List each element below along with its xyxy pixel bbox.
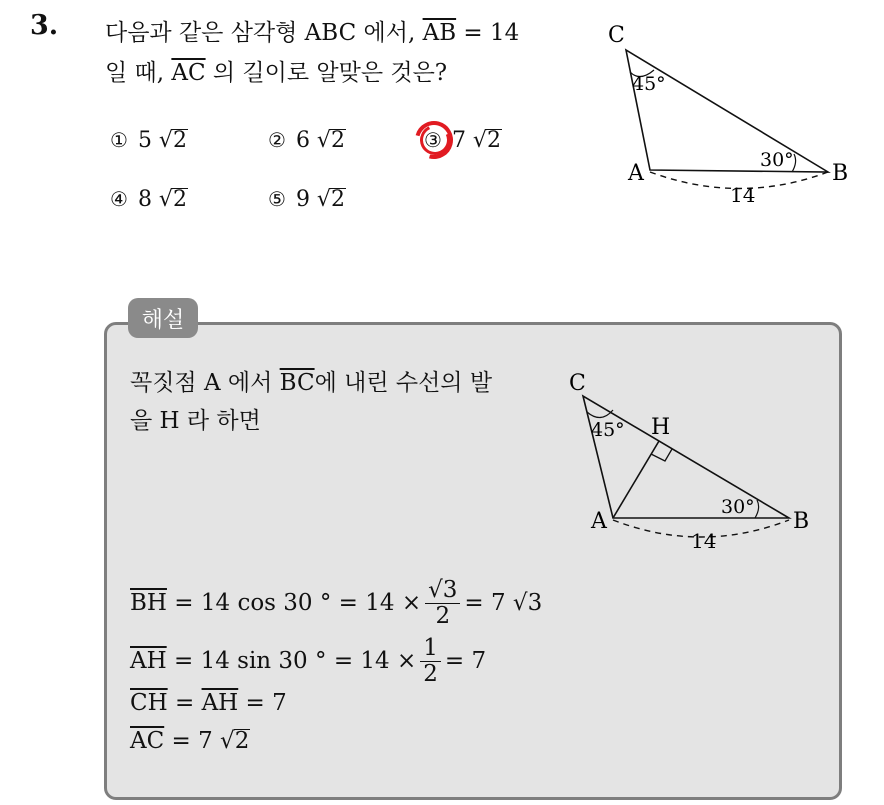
vertex-c-label: C (608, 23, 625, 48)
choice-radicand: 2 (172, 128, 187, 153)
choice-coef: 6 (295, 128, 310, 153)
choice-5[interactable]: ⑤ 9 √2 (268, 187, 345, 212)
segment-ab: $\overline{AB}$ (422, 20, 457, 46)
angle-c-label: 45° (632, 73, 666, 95)
numerator: 1 (420, 636, 441, 662)
choice-mark: ① (110, 128, 128, 152)
choice-2[interactable]: ② 6 √2 (268, 128, 345, 153)
angle-b-arc (755, 500, 759, 518)
question-text-2a: 일 때, (105, 60, 172, 86)
question-text-2b: 의 길이로 알맞은 것은? (205, 60, 448, 86)
equation-ch (130, 690, 287, 716)
triangle-figure-with-altitude (565, 368, 825, 558)
eq-text: = 7 (164, 728, 213, 754)
choice-radicand: 2 (330, 187, 345, 212)
vertex-c-label: C (569, 371, 586, 396)
choice-mark: ② (268, 128, 286, 152)
segment-ah: $\overline{AH}$ (130, 647, 167, 674)
eq-result: = 7 (444, 647, 487, 674)
side-ab-label: 14 (691, 529, 717, 553)
triangle-abc (626, 50, 828, 172)
equation-bh (130, 578, 542, 630)
choice-mark: ⑤ (268, 187, 286, 211)
eq-text: = 14 cos 30 ° = 14 × (166, 589, 422, 616)
vertex-a-label: A (628, 161, 644, 186)
segment-bc: $\overline{BC}$ (279, 370, 315, 396)
segment-ah: $\overline{AH}$ (201, 690, 239, 716)
choice-4[interactable]: ④ 8 √2 (110, 187, 187, 212)
solution-text-1b: 에 내린 수선의 발 (314, 370, 493, 396)
choice-mark: ④ (110, 187, 128, 211)
angle-b-label: 30° (721, 496, 755, 518)
radicand: 2 (234, 728, 250, 754)
vertex-a-label: A (591, 509, 607, 534)
segment-bh: $\overline{BH}$ (130, 589, 167, 616)
solution-badge: 해설 (128, 298, 198, 338)
altitude-ah (613, 441, 659, 518)
choice-radicand: 2 (330, 128, 345, 153)
vertex-h-label: H (651, 415, 671, 440)
equation-ah (130, 636, 486, 688)
question-number: 3. (30, 10, 59, 41)
question-text-1a: 다음과 같은 삼각형 ABC 에서, (105, 20, 423, 46)
fraction (420, 636, 441, 688)
numerator: √3 (425, 578, 460, 604)
equation-ac: $\overline{AC} = 7$ √2 (130, 728, 250, 754)
choice-1[interactable]: ① 5 √2 (110, 128, 187, 153)
vertex-b-label: B (793, 509, 810, 534)
solution-line-2: 을 H 라 하면 (130, 408, 261, 434)
question-line-2 (105, 54, 447, 87)
eq-text: = 14 sin 30 ° = 14 × (166, 647, 417, 674)
angle-c-label: 45° (591, 419, 625, 441)
denominator: 2 (435, 603, 451, 630)
side-ab-label: 14 (730, 183, 756, 207)
segment-ac: $\overline{AC}$ (130, 728, 165, 754)
vertex-b-label: B (832, 161, 849, 186)
fraction (425, 578, 460, 630)
choice-coef: 9 (295, 187, 310, 212)
eq-text: = (167, 690, 202, 716)
eq-result: = 7 (238, 690, 287, 716)
solution-text-1a: 꼭짓점 A 에서 (130, 370, 280, 396)
choice-coef: 5 (137, 128, 152, 153)
right-angle-mark (651, 449, 672, 461)
choice-radicand: 2 (486, 128, 501, 153)
choice-coef: 7 (451, 128, 466, 153)
denominator: 2 (423, 661, 438, 688)
triangle-figure (600, 20, 860, 210)
triangle-abc (583, 396, 789, 518)
question-line-1 (105, 14, 519, 47)
solution-line-1 (130, 364, 492, 397)
choice-mark: ③ (424, 128, 442, 152)
eq-result: = 7 √3 (464, 589, 543, 616)
question-text-1b: = 14 (456, 20, 520, 46)
choice-radicand: 2 (172, 187, 187, 212)
segment-ac: $\overline{AC}$ (171, 60, 206, 86)
angle-b-label: 30° (760, 149, 794, 171)
choice-3[interactable]: ③ 7 √2 (424, 128, 501, 153)
segment-ch: $\overline{CH}$ (130, 690, 168, 716)
choice-coef: 8 (137, 187, 152, 212)
